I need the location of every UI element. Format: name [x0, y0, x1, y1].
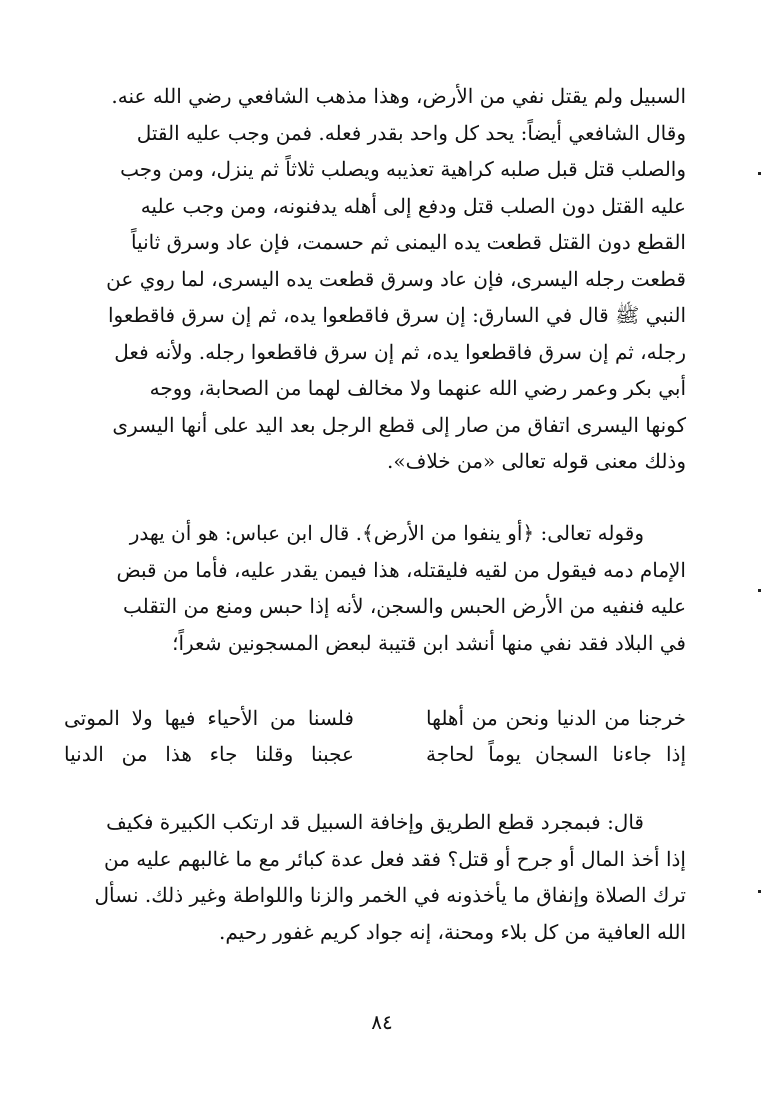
page-number: ٨٤: [371, 1010, 393, 1034]
verse-second-half: فلسنا من الأحياء فيها ولا الموتى: [64, 706, 354, 730]
verse-second-half: عجبنا وقلنا جاء هذا من الدنيا: [64, 742, 354, 766]
paragraph-exile: [64, 515, 686, 661]
verse-first-half: إذا جاءنا السجان يوماً لحاجة: [426, 742, 686, 766]
text-line: وقوله تعالى: ﴿أو ينفوا من الأرض﴾. قال ابن عباس: هو أن يهدر: [129, 521, 644, 545]
paragraph-punishment-rules: [64, 78, 686, 480]
text-line: قال: فبمجرد قطع الطريق وإخافة السبيل قد ارتكب الكبيرة فكيف: [106, 810, 644, 834]
paragraph-conclusion: [64, 804, 686, 950]
text-line: وذلك معنى قوله تعالى «من خلاف».: [387, 449, 686, 473]
text-line: ترك الصلاة وإنفاق ما يأخذونه في الخمر والزنا واللواطة وغير ذلك. نسأل: [94, 883, 686, 907]
poem-verse: [64, 736, 686, 772]
text-line: أبي بكر وعمر رضي الله عنهما ولا مخالف لهما من الصحابة، ووجه: [149, 376, 686, 400]
text-line: القطع دون القتل قطعت يده اليمنى ثم حسمت، فإن عاد وسرق ثانياً: [130, 230, 686, 254]
margin-dot: [758, 890, 761, 893]
text-line: في البلاد فقد نفي منها أنشد ابن قتيبة لبعض المسجونين شعراً؛: [172, 630, 686, 655]
margin-dot: [758, 172, 761, 175]
text-line: الله العافية من كل بلاء ومحنة، إنه جواد كريم غفور رحيم.: [218, 919, 686, 944]
text-line: رجله، ثم إن سرق فاقطعوا يده، ثم إن سرق فاقطعوا رجله. ولأنه فعل: [114, 339, 686, 364]
text-line: وقال الشافعي أيضاً: يحد كل واحد بقدر فعله. فمن وجب عليه القتل: [136, 120, 686, 145]
text-line: كونها اليسرى اتفاق من صار إلى قطع الرجل بعد اليد على أنها اليسرى: [112, 412, 686, 437]
text-line: عليه القتل دون الصلب قتل ودفع إلى أهله يدفنونه، ومن وجب عليه: [140, 193, 686, 218]
text-line: السبيل ولم يقتل نفي من الأرض، وهذا مذهب الشافعي رضي الله عنه.: [111, 84, 686, 108]
poem-verse: [64, 700, 686, 736]
verse-first-half: خرجنا من الدنيا ونحن من أهلها: [426, 706, 686, 730]
text-line: عليه فنفيه من الأرض الحبس والسجن، لأنه إذا حبس ومنع من التقلب: [123, 594, 686, 618]
text-line: قطعت رجله اليسرى، فإن عاد وسرق قطعت يده اليسرى، لما روي عن: [106, 266, 686, 291]
text-line: النبي ﷺ قال في السارق: إن سرق فاقطعوا يده، ثم إن سرق فاقطعوا: [107, 303, 686, 327]
text-line: إذا أخذ المال أو جرح أو قتل؟ فقد فعل عدة كبائر مع ما غالبهم عليه من: [103, 846, 686, 871]
margin-dot: [758, 589, 761, 592]
text-line: الإمام دمه فيقول من لقيه فليقتله، هذا فيمن يقدر عليه، فأما من قبض: [116, 557, 686, 582]
text-line: والصلب قتل قبل صلبه كراهية تعذيبه ويصلب ثلاثاً ثم ينزل، ومن وجب: [120, 157, 686, 181]
poem-verses: [64, 700, 686, 772]
